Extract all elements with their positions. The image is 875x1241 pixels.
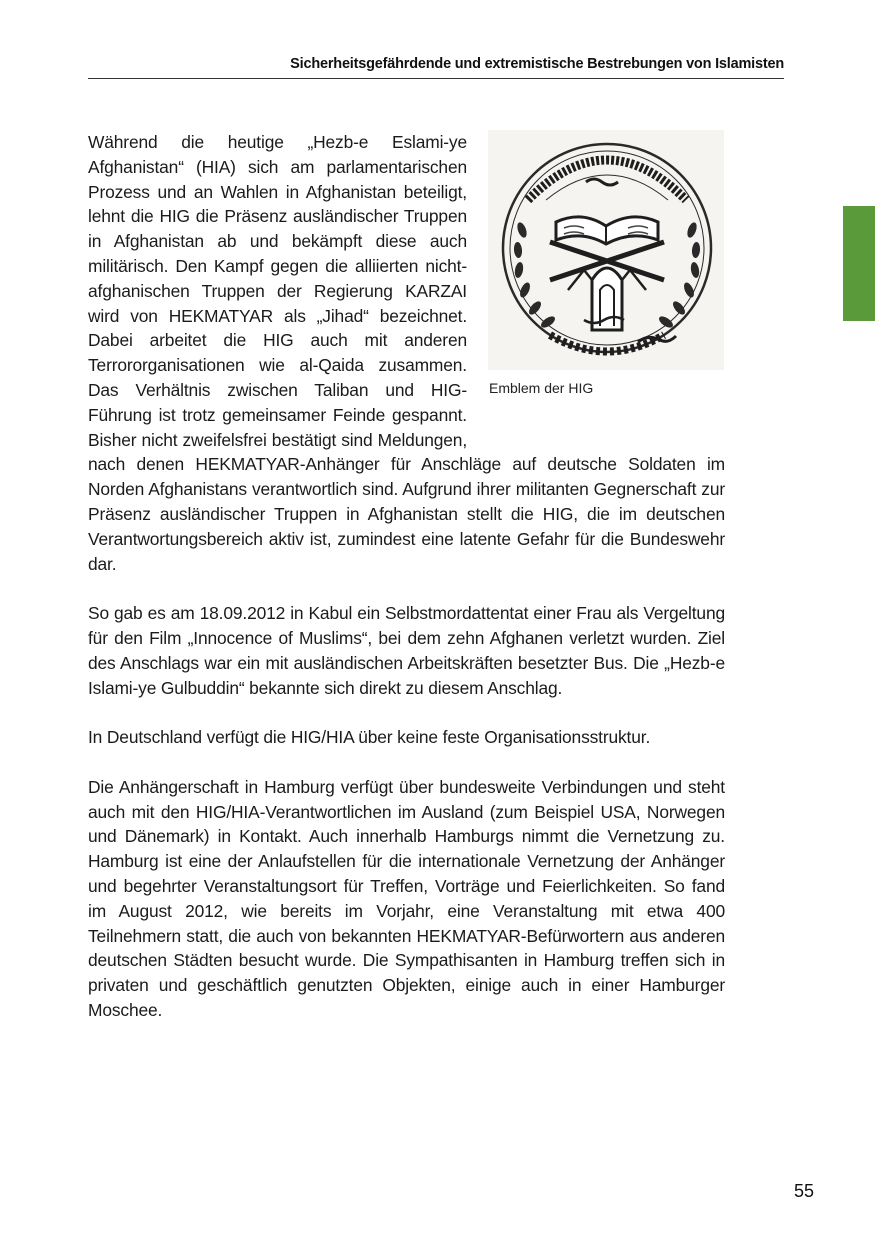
paragraph-1: Während die heutige „Hezb-e Eslami-ye Afghanistan“ (HIA) sich am parlamentarischen Prozess und an Wahlen in Afghanistan beteiligt, lehnt die HIG die Präsenz ausländischer Truppen in Afghanistan ab und bekämpft diese auch militärisch. Den Kampf gegen die alliierten nicht-afghanischen Truppen der Regierung KARZAI wird von HEKMATYAR als „Jihad“ bezeichnet. Dabei arbeitet die HIG auch mit anderen Terrororganisationen wie al-Qaida zusammen. Das Verhältnis zwischen Taliban und HIG-Führung ist trotz gemeinsamer Feinde gespannt. Bisher nicht zweifelsfrei bestätigt sind Meldungen, nach denen HEKMATYAR-Anhänger für Anschläge auf deutsche Soldaten im Norden Afghanistans verantwortlich sind. Aufgrund ihrer militanten Gegnerschaft zur Präsenz ausländischer Truppen in Afghanistan stellt die HIG, die im deutschen Verantwortungsbereich aktiv ist, zumindest eine latente Gefahr für die Bundeswehr dar.: [88, 132, 725, 574]
figure-float-spacer: [467, 130, 725, 430]
paragraph-4: Die Anhängerschaft in Hamburg verfügt über bundesweite Verbindungen und steht auch mit den HIG/HIA-Verantwortlichen im Ausland (zum Beispiel USA, Norwegen und Dänemark) in Kontakt. Auch innerhalb Hamburgs nimmt die Vernetzung zu. Hamburg ist eine der Anlaufstellen für die internationale Vernetzung der Anhänger und begehrter Veranstaltungsort für Treffen, Vorträge und Feierlichkeiten. So fand im August 2012, wie bereits im Vorjahr, eine Veranstaltung mit etwa 400 Teilnehmern statt, die auch von bekannten HEKMATYAR-Befürwortern aus anderen deutschen Städten besucht wurde. Die Sympathisanten in Hamburg treffen sich in privaten und geschäftlich genutzten Objekten, einige auch in einer Hamburger Moschee.: [88, 776, 725, 1020]
figure-caption: Emblem der HIG: [489, 380, 594, 396]
page-number: 55: [794, 1181, 815, 1201]
section-tab-marker: [843, 206, 875, 321]
body-text: [88, 130, 725, 1047]
running-head: Sicherheitsgefährdende und extremistische Bestrebungen von Islamisten: [88, 56, 784, 79]
paragraph-2: So gab es am 18.09.2012 in Kabul ein Selbstmordattentat einer Frau als Vergeltung für den Film „Innocence of Muslims“, bei dem zehn Afghanen verletzt wurden. Ziel des Anschlags war ein mit ausländischen Arbeitskräften besetzter Bus. Die „Hezb-e Islami-ye Gulbuddin“ bekannte sich direkt zu diesem Anschlag.: [88, 603, 725, 698]
paragraph-3: In Deutschland verfügt die HIG/HIA über keine feste Organisationsstruktur.: [88, 727, 651, 748]
